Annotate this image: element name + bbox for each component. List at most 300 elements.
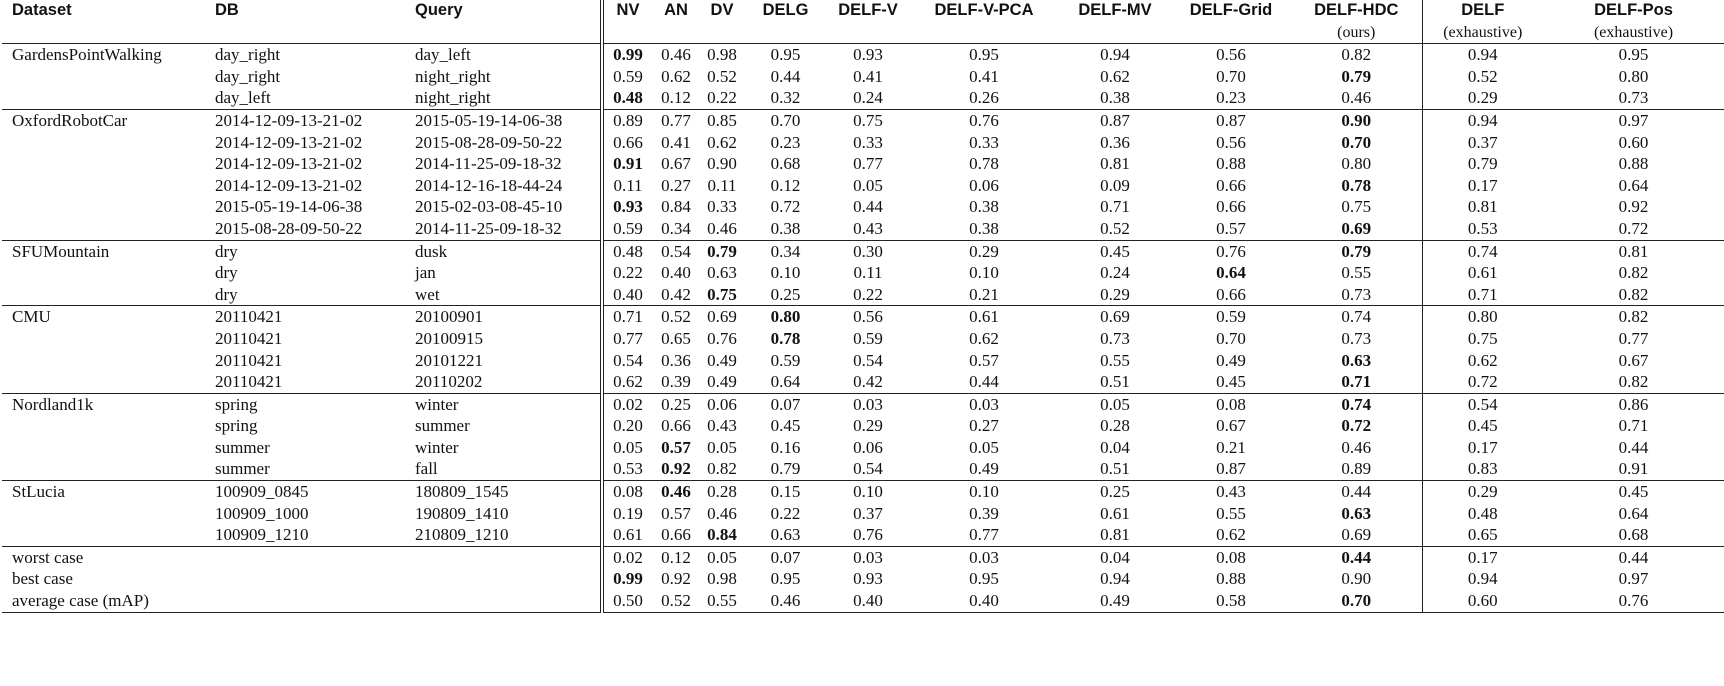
query-cell: 2014-11-25-09-18-32 bbox=[415, 218, 562, 238]
score-cell: 0.49 bbox=[1216, 350, 1246, 370]
dataset-cell-empty bbox=[2, 350, 205, 372]
table-row bbox=[2, 328, 1724, 350]
score-cell: 0.24 bbox=[853, 88, 883, 108]
score-cell: 0.29 bbox=[1422, 481, 1543, 503]
score-cell: 0.32 bbox=[770, 88, 801, 108]
score-cell: 0.33 bbox=[853, 132, 883, 152]
score-cell: 0.56 bbox=[1171, 44, 1291, 66]
score-cell: 0.07 bbox=[744, 546, 827, 568]
score-cell: 0.04 bbox=[1100, 437, 1130, 457]
score-cell: 0.17 bbox=[1422, 437, 1543, 459]
score-cell: 0.55 bbox=[700, 590, 744, 612]
score-cell: 0.40 bbox=[602, 284, 652, 306]
score-cell: 0.22 bbox=[853, 284, 883, 304]
score-cell: 0.59 bbox=[853, 328, 883, 348]
score-cell: 0.46 bbox=[707, 218, 737, 238]
score-cell: 0.95 bbox=[744, 44, 827, 66]
score-cell: 0.61 bbox=[602, 524, 652, 546]
score-cell: 0.57 bbox=[661, 503, 691, 523]
score-cell: 0.93 bbox=[602, 196, 652, 218]
dataset-cell-empty bbox=[2, 66, 205, 88]
table-row bbox=[2, 109, 1724, 131]
db-cell: dry bbox=[215, 263, 238, 283]
score-cell: 0.92 bbox=[661, 569, 691, 589]
score-cell: 0.51 bbox=[1100, 459, 1130, 479]
score-cell: 0.11 bbox=[602, 175, 652, 197]
score-cell: 0.80 bbox=[1618, 66, 1649, 86]
score-cell: 0.70 bbox=[744, 109, 827, 131]
dataset-cell-empty bbox=[2, 218, 205, 240]
db-cell: 2014-12-09-13-21-02 bbox=[205, 109, 405, 131]
db-cell: 2015-08-28-09-50-22 bbox=[215, 218, 363, 238]
score-cell: 0.70 bbox=[1216, 66, 1246, 86]
query-cell: summer bbox=[415, 416, 470, 436]
score-cell: 0.79 bbox=[1422, 153, 1543, 175]
score-cell: 0.07 bbox=[744, 393, 827, 415]
score-cell: 0.66 bbox=[1216, 284, 1246, 304]
query-cell bbox=[405, 590, 602, 612]
score-cell: 0.60 bbox=[1422, 590, 1543, 612]
score-cell: 0.61 bbox=[1422, 262, 1543, 284]
score-cell: 0.54 bbox=[853, 459, 883, 479]
db-cell: spring bbox=[215, 416, 258, 436]
score-cell: 0.30 bbox=[827, 240, 909, 262]
score-cell: 0.79 bbox=[770, 459, 801, 479]
table-row bbox=[2, 481, 1724, 503]
dataset-cell-empty bbox=[2, 262, 205, 284]
score-cell: 0.46 bbox=[1341, 437, 1372, 457]
score-cell: 0.95 bbox=[909, 44, 1059, 66]
score-cell: 0.05 bbox=[602, 437, 652, 459]
dataset-cell-empty bbox=[2, 524, 205, 546]
score-cell: 0.64 bbox=[770, 372, 801, 392]
summary-row bbox=[2, 568, 1724, 590]
header-method: DV bbox=[710, 1, 734, 19]
db-cell: 2014-12-09-13-21-02 bbox=[215, 154, 363, 174]
dataset-cell-empty bbox=[2, 87, 205, 109]
score-cell: 0.94 bbox=[1100, 569, 1130, 589]
score-cell: 0.56 bbox=[827, 306, 909, 328]
header-subtitle: (exhaustive) bbox=[1422, 22, 1543, 44]
dataset-cell-empty bbox=[2, 458, 205, 480]
score-cell: 0.88 bbox=[1618, 154, 1649, 174]
score-cell: 0.82 bbox=[1618, 263, 1649, 283]
score-cell: 0.94 bbox=[1422, 109, 1543, 131]
table-row bbox=[2, 437, 1724, 459]
score-cell: 0.59 bbox=[770, 350, 801, 370]
score-cell: 0.98 bbox=[700, 44, 744, 66]
score-cell: 0.79 bbox=[1341, 66, 1372, 86]
query-cell: 190809_1410 bbox=[415, 503, 509, 523]
score-cell: 0.08 bbox=[602, 481, 652, 503]
score-cell: 0.82 bbox=[1291, 44, 1422, 66]
header-method: DELF-Pos bbox=[1594, 1, 1673, 19]
score-cell: 0.73 bbox=[1341, 284, 1372, 304]
score-cell: 0.05 bbox=[707, 437, 737, 457]
score-cell: 0.17 bbox=[1422, 175, 1543, 197]
score-cell: 0.03 bbox=[827, 546, 909, 568]
score-cell: 0.12 bbox=[770, 175, 801, 195]
score-cell: 0.34 bbox=[744, 240, 827, 262]
dataset-cell-empty bbox=[2, 175, 205, 197]
header-subtitle bbox=[744, 22, 827, 44]
summary-row bbox=[2, 590, 1724, 612]
score-cell: 0.36 bbox=[1100, 132, 1130, 152]
query-cell: night_right bbox=[415, 66, 491, 86]
score-cell: 0.28 bbox=[1100, 416, 1130, 436]
score-cell: 0.66 bbox=[602, 132, 652, 154]
score-cell: 0.76 bbox=[909, 109, 1059, 131]
score-cell: 0.58 bbox=[1171, 590, 1291, 612]
score-cell: 0.10 bbox=[969, 263, 999, 283]
score-cell: 0.40 bbox=[661, 263, 691, 283]
score-cell: 0.66 bbox=[1216, 175, 1246, 195]
score-cell: 0.80 bbox=[1422, 306, 1543, 328]
table-row bbox=[2, 350, 1724, 372]
score-cell: 0.90 bbox=[1291, 109, 1422, 131]
score-cell: 0.03 bbox=[909, 546, 1059, 568]
score-cell: 0.59 bbox=[1171, 306, 1291, 328]
score-cell: 0.82 bbox=[707, 459, 737, 479]
score-cell: 0.52 bbox=[1422, 66, 1543, 88]
table-row bbox=[2, 66, 1724, 88]
score-cell: 0.20 bbox=[602, 415, 652, 437]
score-cell: 0.94 bbox=[1422, 568, 1543, 590]
score-cell: 0.05 bbox=[700, 546, 744, 568]
score-cell: 0.66 bbox=[661, 416, 691, 436]
score-cell: 0.63 bbox=[1341, 503, 1372, 523]
score-cell: 0.46 bbox=[652, 481, 700, 503]
query-cell: 20100915 bbox=[415, 328, 483, 348]
table-row bbox=[2, 218, 1724, 240]
header-subtitle: (ours) bbox=[1291, 22, 1422, 44]
score-cell: 0.62 bbox=[707, 132, 737, 152]
score-cell: 0.81 bbox=[1543, 240, 1724, 262]
score-cell: 0.44 bbox=[770, 66, 801, 86]
dataset-cell-empty bbox=[2, 196, 205, 218]
db-cell: 20110421 bbox=[215, 328, 283, 348]
table-row bbox=[2, 503, 1724, 525]
score-cell: 0.97 bbox=[1543, 109, 1724, 131]
header-subtitle: (exhaustive) bbox=[1543, 22, 1724, 44]
score-cell: 0.62 bbox=[1422, 350, 1543, 372]
score-cell: 0.77 bbox=[1618, 328, 1649, 348]
score-cell: 0.44 bbox=[1543, 546, 1724, 568]
header-spacer bbox=[2, 22, 205, 44]
db-cell: dry bbox=[205, 240, 405, 262]
score-cell: 0.43 bbox=[1171, 481, 1291, 503]
score-cell: 0.49 bbox=[707, 372, 737, 392]
score-cell: 0.91 bbox=[602, 153, 652, 175]
score-cell: 0.29 bbox=[1422, 87, 1543, 109]
score-cell: 0.15 bbox=[744, 481, 827, 503]
db-cell: day_right bbox=[205, 44, 405, 66]
score-cell: 0.37 bbox=[853, 503, 883, 523]
score-cell: 0.06 bbox=[969, 175, 999, 195]
query-cell: dusk bbox=[405, 240, 602, 262]
score-cell: 0.05 bbox=[1059, 393, 1171, 415]
dataset-name: Nordland1k bbox=[2, 393, 205, 415]
score-cell: 0.70 bbox=[1341, 132, 1372, 152]
score-cell: 0.99 bbox=[602, 44, 652, 66]
score-cell: 0.78 bbox=[1341, 175, 1372, 195]
query-cell: 20110202 bbox=[415, 372, 483, 392]
table-row bbox=[2, 524, 1724, 546]
score-cell: 0.52 bbox=[707, 66, 737, 86]
score-cell: 0.94 bbox=[1422, 44, 1543, 66]
score-cell: 0.11 bbox=[853, 263, 883, 283]
score-cell: 0.63 bbox=[707, 263, 737, 283]
score-cell: 0.82 bbox=[1618, 372, 1649, 392]
score-cell: 0.33 bbox=[707, 197, 737, 217]
score-cell: 0.90 bbox=[1341, 569, 1372, 589]
score-cell: 0.94 bbox=[1059, 44, 1171, 66]
score-cell: 0.29 bbox=[909, 240, 1059, 262]
score-cell: 0.22 bbox=[707, 88, 737, 108]
score-cell: 0.49 bbox=[969, 459, 999, 479]
score-cell: 0.53 bbox=[602, 458, 652, 480]
score-cell: 0.81 bbox=[1100, 154, 1130, 174]
score-cell: 0.67 bbox=[1216, 416, 1246, 436]
score-cell: 0.27 bbox=[969, 416, 999, 436]
score-cell: 0.57 bbox=[1216, 218, 1246, 238]
score-cell: 0.62 bbox=[1100, 66, 1130, 86]
score-cell: 0.50 bbox=[602, 590, 652, 612]
header-method: NV bbox=[602, 0, 652, 22]
score-cell: 0.33 bbox=[969, 132, 999, 152]
header-subtitle bbox=[1059, 22, 1171, 44]
score-cell: 0.10 bbox=[770, 263, 801, 283]
query-cell: wet bbox=[415, 284, 440, 304]
score-cell: 0.48 bbox=[1422, 503, 1543, 525]
table-body bbox=[2, 44, 1724, 612]
score-cell: 0.97 bbox=[1618, 569, 1649, 589]
dataset-cell-empty bbox=[2, 503, 205, 525]
score-cell: 0.75 bbox=[707, 284, 737, 304]
score-cell: 0.69 bbox=[1341, 218, 1372, 238]
score-cell: 0.25 bbox=[770, 284, 801, 304]
score-cell: 0.59 bbox=[602, 218, 652, 240]
score-cell: 0.40 bbox=[909, 590, 1059, 612]
score-cell: 0.34 bbox=[661, 218, 691, 238]
db-cell: 2015-05-19-14-06-38 bbox=[215, 197, 363, 217]
table-row bbox=[2, 371, 1724, 393]
header-subtitle bbox=[700, 22, 744, 44]
score-cell: 0.51 bbox=[1100, 372, 1130, 392]
score-cell: 0.02 bbox=[602, 546, 652, 568]
score-cell: 0.06 bbox=[700, 393, 744, 415]
score-cell: 0.73 bbox=[1618, 88, 1649, 108]
score-cell: 0.45 bbox=[1059, 240, 1171, 262]
score-cell: 0.62 bbox=[661, 66, 691, 86]
table-row bbox=[2, 306, 1724, 328]
score-cell: 0.12 bbox=[652, 546, 700, 568]
score-cell: 0.87 bbox=[1216, 459, 1246, 479]
summary-label: average case (mAP) bbox=[2, 590, 205, 612]
query-cell: 20101221 bbox=[415, 350, 483, 370]
score-cell: 0.54 bbox=[1422, 393, 1543, 415]
dataset-name: SFUMountain bbox=[2, 240, 205, 262]
db-cell bbox=[205, 568, 405, 590]
db-cell: dry bbox=[215, 284, 238, 304]
score-cell: 0.76 bbox=[707, 328, 737, 348]
score-cell: 0.72 bbox=[770, 197, 801, 217]
score-cell: 0.77 bbox=[969, 525, 999, 545]
score-cell: 0.92 bbox=[661, 459, 691, 479]
header-method: DELF-V bbox=[838, 1, 898, 19]
score-cell: 0.27 bbox=[661, 175, 691, 195]
score-cell: 0.55 bbox=[1216, 503, 1246, 523]
header-spacer bbox=[205, 22, 405, 44]
query-cell: 210809_1210 bbox=[415, 525, 509, 545]
score-cell: 0.36 bbox=[661, 350, 691, 370]
score-cell: 0.69 bbox=[1059, 306, 1171, 328]
header-method: DELF-Grid bbox=[1189, 1, 1273, 19]
score-cell: 0.86 bbox=[1543, 393, 1724, 415]
score-cell: 0.62 bbox=[969, 328, 999, 348]
table-row bbox=[2, 44, 1724, 66]
score-cell: 0.80 bbox=[1341, 154, 1372, 174]
dataset-name: CMU bbox=[2, 306, 205, 328]
score-cell: 0.81 bbox=[1100, 525, 1130, 545]
score-cell: 0.84 bbox=[661, 197, 691, 217]
score-cell: 0.12 bbox=[661, 88, 691, 108]
score-cell: 0.90 bbox=[707, 154, 737, 174]
score-cell: 0.53 bbox=[1422, 218, 1543, 240]
score-cell: 0.78 bbox=[969, 154, 999, 174]
query-cell: 2014-12-16-18-44-24 bbox=[415, 175, 563, 195]
score-cell: 0.10 bbox=[827, 481, 909, 503]
score-cell: 0.55 bbox=[1341, 263, 1372, 283]
results-table bbox=[2, 0, 1724, 613]
query-cell: day_left bbox=[405, 44, 602, 66]
score-cell: 0.23 bbox=[1216, 88, 1246, 108]
db-cell: spring bbox=[205, 393, 405, 415]
score-cell: 0.08 bbox=[1171, 393, 1291, 415]
score-cell: 0.43 bbox=[707, 416, 737, 436]
header-method: DELF-HDC bbox=[1314, 1, 1399, 19]
score-cell: 0.19 bbox=[602, 503, 652, 525]
score-cell: 0.88 bbox=[1216, 154, 1246, 174]
score-cell: 0.63 bbox=[770, 525, 801, 545]
score-cell: 0.49 bbox=[1059, 590, 1171, 612]
table-header bbox=[2, 0, 1724, 44]
query-cell: 20100901 bbox=[405, 306, 602, 328]
score-cell: 0.49 bbox=[707, 350, 737, 370]
score-cell: 0.68 bbox=[770, 154, 801, 174]
query-cell: night_right bbox=[415, 88, 491, 108]
score-cell: 0.66 bbox=[661, 525, 691, 545]
header-method: DELG bbox=[762, 1, 809, 19]
table-row bbox=[2, 132, 1724, 154]
db-cell: 20110421 bbox=[205, 306, 405, 328]
table-row bbox=[2, 284, 1724, 306]
score-cell: 0.38 bbox=[969, 218, 999, 238]
db-cell: 20110421 bbox=[215, 372, 283, 392]
score-cell: 0.25 bbox=[1059, 481, 1171, 503]
summary-label: worst case bbox=[2, 546, 205, 568]
score-cell: 0.71 bbox=[1422, 284, 1543, 306]
db-cell: 100909_1210 bbox=[215, 525, 309, 545]
score-cell: 0.83 bbox=[1422, 458, 1543, 480]
score-cell: 0.52 bbox=[652, 590, 700, 612]
score-cell: 0.99 bbox=[602, 568, 652, 590]
header-spacer bbox=[405, 22, 602, 44]
score-cell: 0.66 bbox=[1216, 197, 1246, 217]
db-cell: summer bbox=[215, 459, 270, 479]
dataset-name: OxfordRobotCar bbox=[2, 109, 205, 131]
score-cell: 0.02 bbox=[602, 393, 652, 415]
dataset-cell-empty bbox=[2, 415, 205, 437]
score-cell: 0.75 bbox=[1422, 328, 1543, 350]
score-cell: 0.54 bbox=[602, 350, 652, 372]
score-cell: 0.03 bbox=[827, 393, 909, 415]
table-row bbox=[2, 262, 1724, 284]
score-cell: 0.16 bbox=[770, 437, 801, 457]
score-cell: 0.87 bbox=[1059, 109, 1171, 131]
query-cell: 180809_1545 bbox=[405, 481, 602, 503]
dataset-cell-empty bbox=[2, 153, 205, 175]
dataset-name: StLucia bbox=[2, 481, 205, 503]
score-cell: 0.45 bbox=[1422, 415, 1543, 437]
score-cell: 0.08 bbox=[1171, 546, 1291, 568]
score-cell: 0.45 bbox=[1216, 372, 1246, 392]
header-query: Query bbox=[415, 1, 463, 19]
score-cell: 0.75 bbox=[1341, 197, 1372, 217]
query-cell: jan bbox=[415, 263, 436, 283]
query-cell: 2015-02-03-08-45-10 bbox=[415, 197, 563, 217]
header-dataset: Dataset bbox=[12, 1, 72, 19]
score-cell: 0.55 bbox=[1100, 350, 1130, 370]
dataset-cell-empty bbox=[2, 284, 205, 306]
score-cell: 0.38 bbox=[1100, 88, 1130, 108]
score-cell: 0.77 bbox=[853, 154, 883, 174]
score-cell: 0.77 bbox=[602, 328, 652, 350]
score-cell: 0.04 bbox=[1059, 546, 1171, 568]
score-cell: 0.45 bbox=[770, 416, 801, 436]
score-cell: 0.44 bbox=[969, 372, 999, 392]
score-cell: 0.79 bbox=[1291, 240, 1422, 262]
score-cell: 0.87 bbox=[1171, 109, 1291, 131]
score-cell: 0.05 bbox=[969, 437, 999, 457]
db-cell: 2014-12-09-13-21-02 bbox=[215, 132, 363, 152]
score-cell: 0.69 bbox=[1341, 525, 1372, 545]
score-cell: 0.89 bbox=[1341, 459, 1372, 479]
score-cell: 0.52 bbox=[652, 306, 700, 328]
score-cell: 0.21 bbox=[969, 284, 999, 304]
score-cell: 0.09 bbox=[1100, 175, 1130, 195]
score-cell: 0.76 bbox=[1171, 240, 1291, 262]
score-cell: 0.46 bbox=[652, 44, 700, 66]
score-cell: 0.59 bbox=[602, 66, 652, 88]
score-cell: 0.70 bbox=[1291, 590, 1422, 612]
query-cell bbox=[405, 568, 602, 590]
score-cell: 0.57 bbox=[661, 437, 691, 457]
score-cell: 0.73 bbox=[1341, 328, 1372, 348]
score-cell: 0.38 bbox=[969, 197, 999, 217]
score-cell: 0.98 bbox=[707, 569, 737, 589]
score-cell: 0.89 bbox=[602, 109, 652, 131]
score-cell: 0.40 bbox=[827, 590, 909, 612]
score-cell: 0.44 bbox=[853, 197, 883, 217]
db-cell bbox=[205, 546, 405, 568]
score-cell: 0.82 bbox=[1543, 306, 1724, 328]
score-cell: 0.11 bbox=[707, 175, 737, 195]
header-subtitle bbox=[909, 22, 1059, 44]
score-cell: 0.46 bbox=[744, 590, 827, 612]
score-cell: 0.29 bbox=[853, 416, 883, 436]
score-cell: 0.42 bbox=[661, 284, 691, 304]
